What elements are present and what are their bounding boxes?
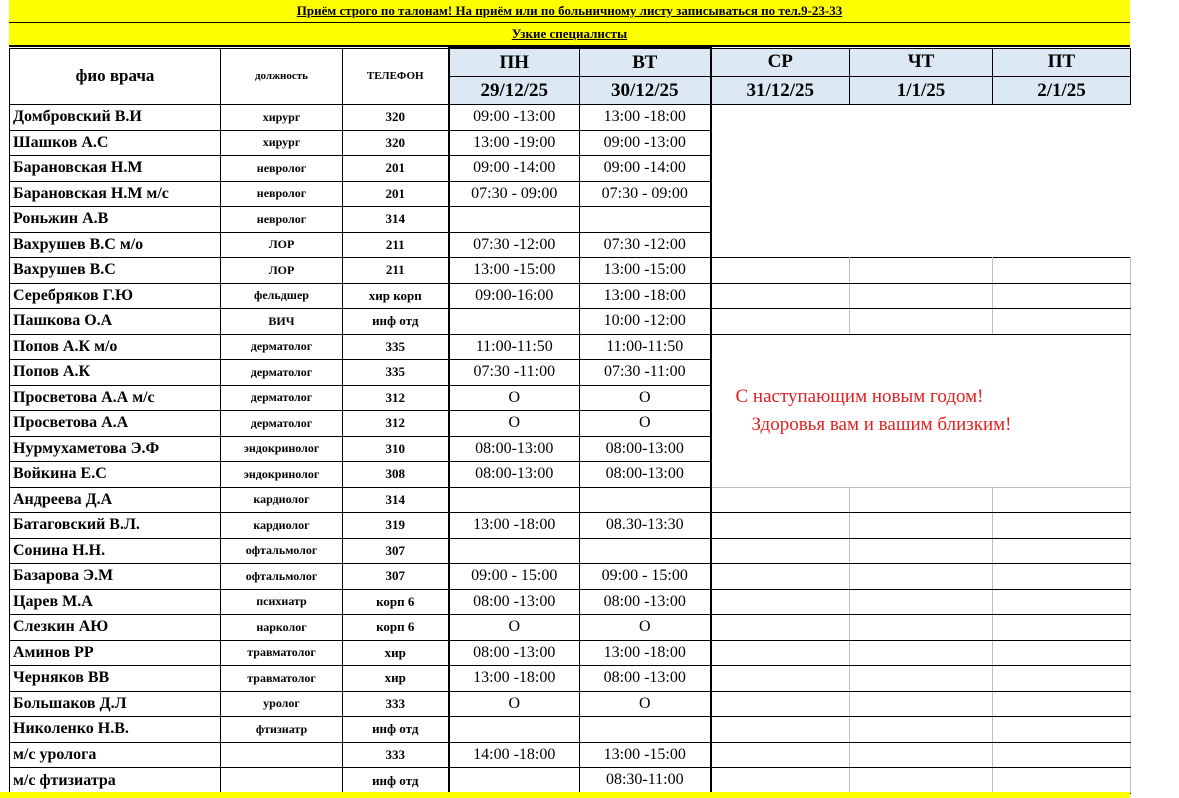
doctor-phone: 211 xyxy=(343,232,449,258)
header-day-wed: СР xyxy=(711,48,850,77)
schedule-fri xyxy=(993,666,1131,692)
schedule-mon xyxy=(449,538,580,564)
schedule-thu xyxy=(850,640,993,666)
schedule-tue xyxy=(580,487,711,513)
header-name: фио врача xyxy=(10,48,221,105)
schedule-tue xyxy=(580,717,711,743)
schedule-mon: 13:00 -15:00 xyxy=(449,258,580,284)
doctor-position: офтальмолог xyxy=(221,564,343,590)
header-date-thu: 1/1/25 xyxy=(850,77,993,105)
schedule-tue: 08:00 -13:00 xyxy=(580,666,711,692)
schedule-wed xyxy=(711,309,850,335)
schedule-tue: 10:00 -12:00 xyxy=(580,309,711,335)
doctor-position: невролог xyxy=(221,207,343,233)
table-row xyxy=(10,666,1131,692)
header-date-wed: 31/12/25 xyxy=(711,77,850,105)
schedule-mon: 08:00 -13:00 xyxy=(449,589,580,615)
schedule-thu xyxy=(850,538,993,564)
schedule-tue: 13:00 -18:00 xyxy=(580,640,711,666)
table-row xyxy=(10,487,1131,513)
schedule-mon: 07:30 -12:00 xyxy=(449,232,580,258)
schedule-mon: О xyxy=(449,411,580,437)
schedule-fri xyxy=(993,487,1131,513)
schedule-fri xyxy=(993,742,1131,768)
schedule-mon: 14:00 -18:00 xyxy=(449,742,580,768)
doctor-phone: 307 xyxy=(343,538,449,564)
greeting-line-1: С наступающим новым годом! xyxy=(735,385,984,407)
doctor-position: уролог xyxy=(221,691,343,717)
schedule-mon: 13:00 -18:00 xyxy=(449,513,580,539)
schedule-thu xyxy=(850,564,993,590)
doctor-phone: 201 xyxy=(343,181,449,207)
doctor-name: Попов А.К xyxy=(10,360,221,386)
schedule-fri xyxy=(993,615,1131,641)
header-day-thu: ЧТ xyxy=(850,48,993,77)
table-row xyxy=(10,615,1131,641)
doctor-name: Большаков Д.Л xyxy=(10,691,221,717)
doctor-position: дерматолог xyxy=(221,360,343,386)
schedule-fri xyxy=(993,538,1131,564)
doctor-name: Барановская Н.М xyxy=(10,156,221,182)
doctor-position: хирург xyxy=(221,130,343,156)
schedule-wed xyxy=(711,564,850,590)
schedule-wed xyxy=(711,768,850,794)
schedule-wed xyxy=(711,615,850,641)
schedule-mon: 13:00 -19:00 xyxy=(449,130,580,156)
header-day-fri: ПТ xyxy=(993,48,1131,77)
schedule-fri xyxy=(993,309,1131,335)
schedule-tue: 13:00 -15:00 xyxy=(580,742,711,768)
doctor-position: кардиолог xyxy=(221,513,343,539)
doctor-position: фельдшер xyxy=(221,283,343,309)
schedule-tue: 08.30-13:30 xyxy=(580,513,711,539)
schedule-thu xyxy=(850,666,993,692)
doctor-position: дерматолог xyxy=(221,385,343,411)
schedule-fri xyxy=(993,258,1131,284)
schedule-tue: 09:00 -13:00 xyxy=(580,130,711,156)
doctor-position: травматолог xyxy=(221,666,343,692)
doctor-position: невролог xyxy=(221,156,343,182)
schedule-wed xyxy=(711,742,850,768)
schedule-fri xyxy=(993,691,1131,717)
doctor-phone: корп 6 xyxy=(343,615,449,641)
table-row xyxy=(10,742,1131,768)
schedule-tue: 13:00 -18:00 xyxy=(580,105,711,131)
doctor-name: Черняков ВВ xyxy=(10,666,221,692)
schedule-fri xyxy=(993,589,1131,615)
schedule-sheet xyxy=(9,0,1130,795)
doctor-phone: 320 xyxy=(343,105,449,131)
schedule-fri xyxy=(993,564,1131,590)
doctor-name: Серебряков Г.Ю xyxy=(10,283,221,309)
schedule-thu xyxy=(850,742,993,768)
schedule-mon: 08:00-13:00 xyxy=(449,462,580,488)
doctor-phone: 308 xyxy=(343,462,449,488)
schedule-tue: 08:00-13:00 xyxy=(580,462,711,488)
schedule-thu xyxy=(850,589,993,615)
doctor-position: дерматолог xyxy=(221,334,343,360)
schedule-thu xyxy=(850,487,993,513)
doctor-phone: инф отд xyxy=(343,768,449,794)
header-phone: ТЕЛЕФОН xyxy=(343,48,449,105)
schedule-wed xyxy=(711,283,850,309)
doctor-phone: 211 xyxy=(343,258,449,284)
doctor-phone: 335 xyxy=(343,360,449,386)
doctor-position: травматолог xyxy=(221,640,343,666)
table-row xyxy=(10,768,1131,794)
schedule-tue: О xyxy=(580,615,711,641)
schedule-thu xyxy=(850,717,993,743)
schedule-tue: О xyxy=(580,691,711,717)
schedule-tue xyxy=(580,538,711,564)
table-row xyxy=(10,564,1131,590)
schedule-wed xyxy=(711,513,850,539)
doctor-name: Андреева Д.А xyxy=(10,487,221,513)
schedule-fri xyxy=(993,513,1131,539)
doctor-phone: хир корп xyxy=(343,283,449,309)
doctor-name: м/с уролога xyxy=(10,742,221,768)
schedule-thu xyxy=(850,258,993,284)
schedule-wed xyxy=(711,258,850,284)
schedule-tue: 08:00-13:00 xyxy=(580,436,711,462)
schedule-mon: 13:00 -18:00 xyxy=(449,666,580,692)
doctor-phone: 333 xyxy=(343,742,449,768)
doctor-name: Роньжин А.В xyxy=(10,207,221,233)
greeting-line-2: Здоровья вам и вашим близким! xyxy=(751,413,1012,435)
schedule-fri xyxy=(993,768,1131,794)
schedule-fri xyxy=(993,283,1131,309)
table-row xyxy=(10,105,1131,131)
schedule-mon xyxy=(449,768,580,794)
table-row xyxy=(10,589,1131,615)
table-row xyxy=(10,717,1131,743)
doctor-position: ЛОР xyxy=(221,232,343,258)
schedule-thu xyxy=(850,309,993,335)
table-row xyxy=(10,334,1131,360)
doctor-phone: инф отд xyxy=(343,309,449,335)
table-row xyxy=(10,538,1131,564)
doctor-position: кардиолог xyxy=(221,487,343,513)
schedule-tue: О xyxy=(580,411,711,437)
doctor-name: Царев М.А xyxy=(10,589,221,615)
doctor-phone: 314 xyxy=(343,487,449,513)
doctor-name: Слезкин АЮ xyxy=(10,615,221,641)
schedule-tue: 07:30 -12:00 xyxy=(580,232,711,258)
doctor-name: м/с фтизиатра xyxy=(10,768,221,794)
schedule-tue: 11:00-11:50 xyxy=(580,334,711,360)
doctor-phone: 320 xyxy=(343,130,449,156)
schedule-wed xyxy=(711,640,850,666)
schedule-table xyxy=(9,47,1131,795)
schedule-tue: 07:30 - 09:00 xyxy=(580,181,711,207)
schedule-thu xyxy=(850,768,993,794)
doctor-position xyxy=(221,742,343,768)
doctor-position: ВИЧ xyxy=(221,309,343,335)
schedule-mon: О xyxy=(449,385,580,411)
schedule-tue: 13:00 -15:00 xyxy=(580,258,711,284)
schedule-tue xyxy=(580,207,711,233)
schedule-thu xyxy=(850,513,993,539)
schedule-tue: 13:00 -18:00 xyxy=(580,283,711,309)
doctor-phone: хир xyxy=(343,666,449,692)
doctor-phone: инф отд xyxy=(343,717,449,743)
doctor-name: Барановская Н.М м/с xyxy=(10,181,221,207)
schedule-tue: 09:00 - 15:00 xyxy=(580,564,711,590)
doctor-position: нарколог xyxy=(221,615,343,641)
table-row xyxy=(10,258,1131,284)
bottom-strip xyxy=(0,792,1130,798)
schedule-thu xyxy=(850,283,993,309)
schedule-mon: 08:00-13:00 xyxy=(449,436,580,462)
doctor-name: Вахрушев В.С м/о xyxy=(10,232,221,258)
doctor-name: Просветова А.А м/с xyxy=(10,385,221,411)
schedule-wed xyxy=(711,487,850,513)
table-row xyxy=(10,691,1131,717)
schedule-wed xyxy=(711,717,850,743)
doctor-name: Вахрушев В.С xyxy=(10,258,221,284)
blank-area-top xyxy=(711,105,1131,258)
schedule-mon: 07:30 - 09:00 xyxy=(449,181,580,207)
doctor-phone: 310 xyxy=(343,436,449,462)
schedule-fri xyxy=(993,717,1131,743)
schedule-tue: 07:30 -11:00 xyxy=(580,360,711,386)
schedule-wed xyxy=(711,666,850,692)
doctor-phone: 312 xyxy=(343,385,449,411)
doctor-name: Просветова А.А xyxy=(10,411,221,437)
doctor-position: хирург xyxy=(221,105,343,131)
table-row xyxy=(10,309,1131,335)
doctor-phone: корп 6 xyxy=(343,589,449,615)
header-date-fri: 2/1/25 xyxy=(993,77,1131,105)
doctor-position: дерматолог xyxy=(221,411,343,437)
doctor-name: Домбровский В.И xyxy=(10,105,221,131)
doctor-name: Нурмухаметова Э.Ф xyxy=(10,436,221,462)
schedule-mon: О xyxy=(449,691,580,717)
doctor-name: Батаговский В.Л. xyxy=(10,513,221,539)
doctor-name: Шашков А.С xyxy=(10,130,221,156)
doctor-name: Пашкова О.А xyxy=(10,309,221,335)
doctor-phone: 314 xyxy=(343,207,449,233)
notice-text: Приём строго по талонам! На приём или по больничному листу записываться по тел. xyxy=(296,3,802,18)
schedule-mon: 09:00 -13:00 xyxy=(449,105,580,131)
doctor-name: Базарова Э.М xyxy=(10,564,221,590)
doctor-phone: 307 xyxy=(343,564,449,590)
schedule-mon: 09:00 -14:00 xyxy=(449,156,580,182)
schedule-mon: 09:00-16:00 xyxy=(449,283,580,309)
schedule-mon: 07:30 -11:00 xyxy=(449,360,580,386)
doctor-position: ЛОР xyxy=(221,258,343,284)
schedule-mon xyxy=(449,487,580,513)
notice-banner xyxy=(9,0,1130,23)
header-position: должность xyxy=(221,48,343,105)
schedule-wed xyxy=(711,691,850,717)
doctor-position: психиатр xyxy=(221,589,343,615)
schedule-mon xyxy=(449,207,580,233)
schedule-tue: 09:00 -14:00 xyxy=(580,156,711,182)
doctor-name: Войкина Е.С xyxy=(10,462,221,488)
doctor-position: эндокринолог xyxy=(221,462,343,488)
schedule-tue: 08:30-11:00 xyxy=(580,768,711,794)
table-row xyxy=(10,513,1131,539)
table-row xyxy=(10,283,1131,309)
doctor-phone: 319 xyxy=(343,513,449,539)
schedule-mon xyxy=(449,309,580,335)
schedule-wed xyxy=(711,538,850,564)
section-title: Узкие специалисты xyxy=(9,23,1130,47)
schedule-mon xyxy=(449,717,580,743)
doctor-position: офтальмолог xyxy=(221,538,343,564)
doctor-phone: 312 xyxy=(343,411,449,437)
doctor-name: Сонина Н.Н. xyxy=(10,538,221,564)
doctor-position xyxy=(221,768,343,794)
doctor-phone: 335 xyxy=(343,334,449,360)
notice-phone: 9-23-33 xyxy=(801,3,843,18)
doctor-name: Аминов РР xyxy=(10,640,221,666)
table-row xyxy=(10,640,1131,666)
doctor-position: эндокринолог xyxy=(221,436,343,462)
schedule-thu xyxy=(850,615,993,641)
schedule-mon: О xyxy=(449,615,580,641)
doctor-position: фтизиатр xyxy=(221,717,343,743)
header-date-mon: 29/12/25 xyxy=(449,77,580,105)
header-date-tue: 30/12/25 xyxy=(580,77,711,105)
doctor-name: Попов А.К м/о xyxy=(10,334,221,360)
schedule-wed xyxy=(711,589,850,615)
doctor-phone: 201 xyxy=(343,156,449,182)
doctor-phone: 333 xyxy=(343,691,449,717)
schedule-mon: 11:00-11:50 xyxy=(449,334,580,360)
schedule-mon: 08:00 -13:00 xyxy=(449,640,580,666)
greeting-cell xyxy=(711,334,1131,487)
schedule-tue: О xyxy=(580,385,711,411)
doctor-name: Николенко Н.В. xyxy=(10,717,221,743)
doctor-position: невролог xyxy=(221,181,343,207)
schedule-fri xyxy=(993,640,1131,666)
schedule-mon: 09:00 - 15:00 xyxy=(449,564,580,590)
doctor-phone: хир xyxy=(343,640,449,666)
schedule-thu xyxy=(850,691,993,717)
schedule-tue: 08:00 -13:00 xyxy=(580,589,711,615)
header-day-mon: ПН xyxy=(449,48,580,77)
header-day-tue: ВТ xyxy=(580,48,711,77)
